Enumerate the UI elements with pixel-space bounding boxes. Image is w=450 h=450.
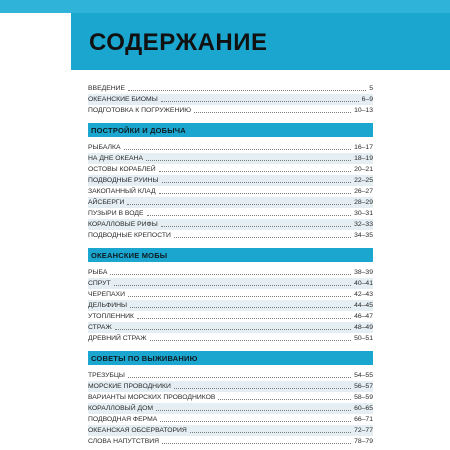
dot-leader xyxy=(174,237,351,238)
toc-entry[interactable] xyxy=(88,267,373,278)
toc-entry[interactable] xyxy=(88,94,373,105)
toc-entry-pages: 38–39 xyxy=(354,269,373,276)
dot-leader xyxy=(147,215,352,216)
toc-entry-title: ДЕЛЬФИНЫ xyxy=(88,302,128,309)
toc-entry[interactable] xyxy=(88,414,373,425)
toc-entry[interactable] xyxy=(88,142,373,153)
toc-entry-title: УТОПЛЕННИК xyxy=(88,313,134,320)
toc-entry-pages: 44–45 xyxy=(354,302,373,309)
toc-entry[interactable] xyxy=(88,425,373,436)
toc-entry-title: РЫБАЛКА xyxy=(88,144,121,151)
toc-entry-pages: 72–77 xyxy=(354,427,373,434)
toc-entry-pages: 60–65 xyxy=(354,405,373,412)
toc-entry-title: НА ДНЕ ОКЕАНА xyxy=(88,155,144,162)
top-accent-strip xyxy=(0,0,450,13)
dot-leader xyxy=(162,443,351,444)
toc-entry-title: ВАРИАНТЫ МОРСКИХ ПРОВОДНИКОВ xyxy=(88,394,216,401)
section-header xyxy=(88,351,373,365)
dot-leader xyxy=(137,318,351,319)
toc-entry-pages: 42–43 xyxy=(354,291,373,298)
toc-entry-title: АЙСБЕРГИ xyxy=(88,199,125,206)
toc-entry-title: ЧЕРЕПАХИ xyxy=(88,291,125,298)
toc-entry[interactable] xyxy=(88,197,373,208)
intro-group xyxy=(88,83,373,116)
toc-entry[interactable] xyxy=(88,230,373,241)
dot-leader xyxy=(162,182,352,183)
toc-entry-title: МОРСКИЕ ПРОВОДНИКИ xyxy=(88,383,171,390)
toc-entry[interactable] xyxy=(88,219,373,230)
toc-entry-title: СПРУТ xyxy=(88,280,111,287)
toc-entry-title: ОКЕАНСКИЕ БИОМЫ xyxy=(88,96,158,103)
toc-entry-pages: 58–59 xyxy=(354,394,373,401)
toc-entry[interactable] xyxy=(88,436,373,447)
toc-entry-title: ОСТОВЫ КОРАБЛЕЙ xyxy=(88,166,156,173)
toc-entry[interactable] xyxy=(88,311,373,322)
toc-entry[interactable] xyxy=(88,153,373,164)
dot-leader xyxy=(160,421,351,422)
dot-leader xyxy=(128,377,351,378)
toc-entry-title: ЗАКОПАННЫЙ КЛАД xyxy=(88,188,156,195)
dot-leader xyxy=(156,410,351,411)
table-of-contents xyxy=(88,83,373,447)
toc-entry-pages: 54–55 xyxy=(354,372,373,379)
title-band xyxy=(71,13,450,70)
toc-entry-title: ВВЕДЕНИЕ xyxy=(88,85,126,92)
section-header xyxy=(88,123,373,137)
toc-entry-pages: 5 xyxy=(369,85,373,92)
toc-entry[interactable] xyxy=(88,300,373,311)
toc-entry[interactable] xyxy=(88,164,373,175)
toc-entry-pages: 66–71 xyxy=(354,416,373,423)
dot-leader xyxy=(110,274,351,275)
toc-entry-pages: 78–79 xyxy=(354,438,373,445)
toc-entry-pages: 30–31 xyxy=(354,210,373,217)
toc-entry-pages: 26–27 xyxy=(354,188,373,195)
dot-leader xyxy=(159,193,351,194)
dot-leader xyxy=(128,296,351,297)
dot-leader xyxy=(159,171,351,172)
dot-leader xyxy=(161,226,351,227)
section-header xyxy=(88,248,373,262)
toc-entry[interactable] xyxy=(88,278,373,289)
toc-entry[interactable] xyxy=(88,186,373,197)
toc-entry-pages: 10–13 xyxy=(354,107,373,114)
toc-entry-title: СЛОВА НАПУТСТВИЯ xyxy=(88,438,160,445)
dot-leader xyxy=(190,432,351,433)
toc-entry-pages: 18–19 xyxy=(354,155,373,162)
toc-entry[interactable] xyxy=(88,208,373,219)
dot-leader xyxy=(194,112,351,113)
dot-leader xyxy=(124,149,352,150)
dot-leader xyxy=(218,399,351,400)
toc-entry-title: ПОДВОДНЫЕ КРЕПОСТИ xyxy=(88,232,171,239)
toc-entry[interactable] xyxy=(88,175,373,186)
toc-entry-pages: 50–51 xyxy=(354,335,373,342)
dot-leader xyxy=(114,285,351,286)
toc-entry[interactable] xyxy=(88,289,373,300)
section-entries xyxy=(88,142,373,241)
section-entries xyxy=(88,267,373,344)
toc-entry-pages: 6–9 xyxy=(361,96,373,103)
toc-entry-pages: 40–41 xyxy=(354,280,373,287)
dot-leader xyxy=(174,388,351,389)
toc-entry-title: СТРАЖ xyxy=(88,324,112,331)
dot-leader xyxy=(128,90,366,91)
toc-entry-title: КОРАЛЛОВЫЙ ДОМ xyxy=(88,405,154,412)
toc-entry[interactable] xyxy=(88,403,373,414)
section-heading-label: ПОСТРОЙКИ И ДОБЫЧА xyxy=(91,125,186,135)
toc-entry-pages: 34–35 xyxy=(354,232,373,239)
dot-leader xyxy=(161,101,359,102)
page-title: СОДЕРЖАНИЕ xyxy=(89,29,268,56)
toc-entry[interactable] xyxy=(88,322,373,333)
toc-entry-title: ПУЗЫРИ В ВОДЕ xyxy=(88,210,144,217)
toc-entry[interactable] xyxy=(88,333,373,344)
dot-leader xyxy=(115,329,351,330)
toc-entry-pages: 22–25 xyxy=(354,177,373,184)
toc-entry-pages: 32–33 xyxy=(354,221,373,228)
dot-leader xyxy=(146,160,351,161)
toc-entry[interactable] xyxy=(88,105,373,116)
toc-entry-title: ДРЕВНИЙ СТРАЖ xyxy=(88,335,147,342)
toc-entry-pages: 48–49 xyxy=(354,324,373,331)
dot-leader xyxy=(150,340,352,341)
section-entries xyxy=(88,370,373,447)
toc-entry-title: ПОДВОДНЫЕ РУИНЫ xyxy=(88,177,159,184)
toc-entry-title: ТРЕЗУБЦЫ xyxy=(88,372,125,379)
toc-entry-title: ПОДГОТОВКА К ПОГРУЖЕНИЮ xyxy=(88,107,192,114)
section-heading-label: ОКЕАНСКИЕ МОБЫ xyxy=(91,250,168,260)
toc-entry-pages: 20–21 xyxy=(354,166,373,173)
dot-leader xyxy=(130,307,351,308)
toc-entry-title: РЫБА xyxy=(88,269,108,276)
toc-entry-pages: 28–29 xyxy=(354,199,373,206)
toc-entry-title: ОКЕАНСКАЯ ОБСЕРВАТОРИЯ xyxy=(88,427,187,434)
toc-entry-pages: 56–57 xyxy=(354,383,373,390)
toc-entry[interactable] xyxy=(88,83,373,94)
toc-entry-title: КОРАЛЛОВЫЕ РИФЫ xyxy=(88,221,158,228)
toc-entry-pages: 16–17 xyxy=(354,144,373,151)
toc-entry[interactable] xyxy=(88,392,373,403)
section-heading-label: СОВЕТЫ ПО ВЫЖИВАНИЮ xyxy=(91,353,198,363)
toc-entry-title: ПОДВОДНАЯ ФЕРМА xyxy=(88,416,158,423)
toc-entry[interactable] xyxy=(88,370,373,381)
toc-entry[interactable] xyxy=(88,381,373,392)
toc-entry-pages: 46–47 xyxy=(354,313,373,320)
dot-leader xyxy=(127,204,351,205)
